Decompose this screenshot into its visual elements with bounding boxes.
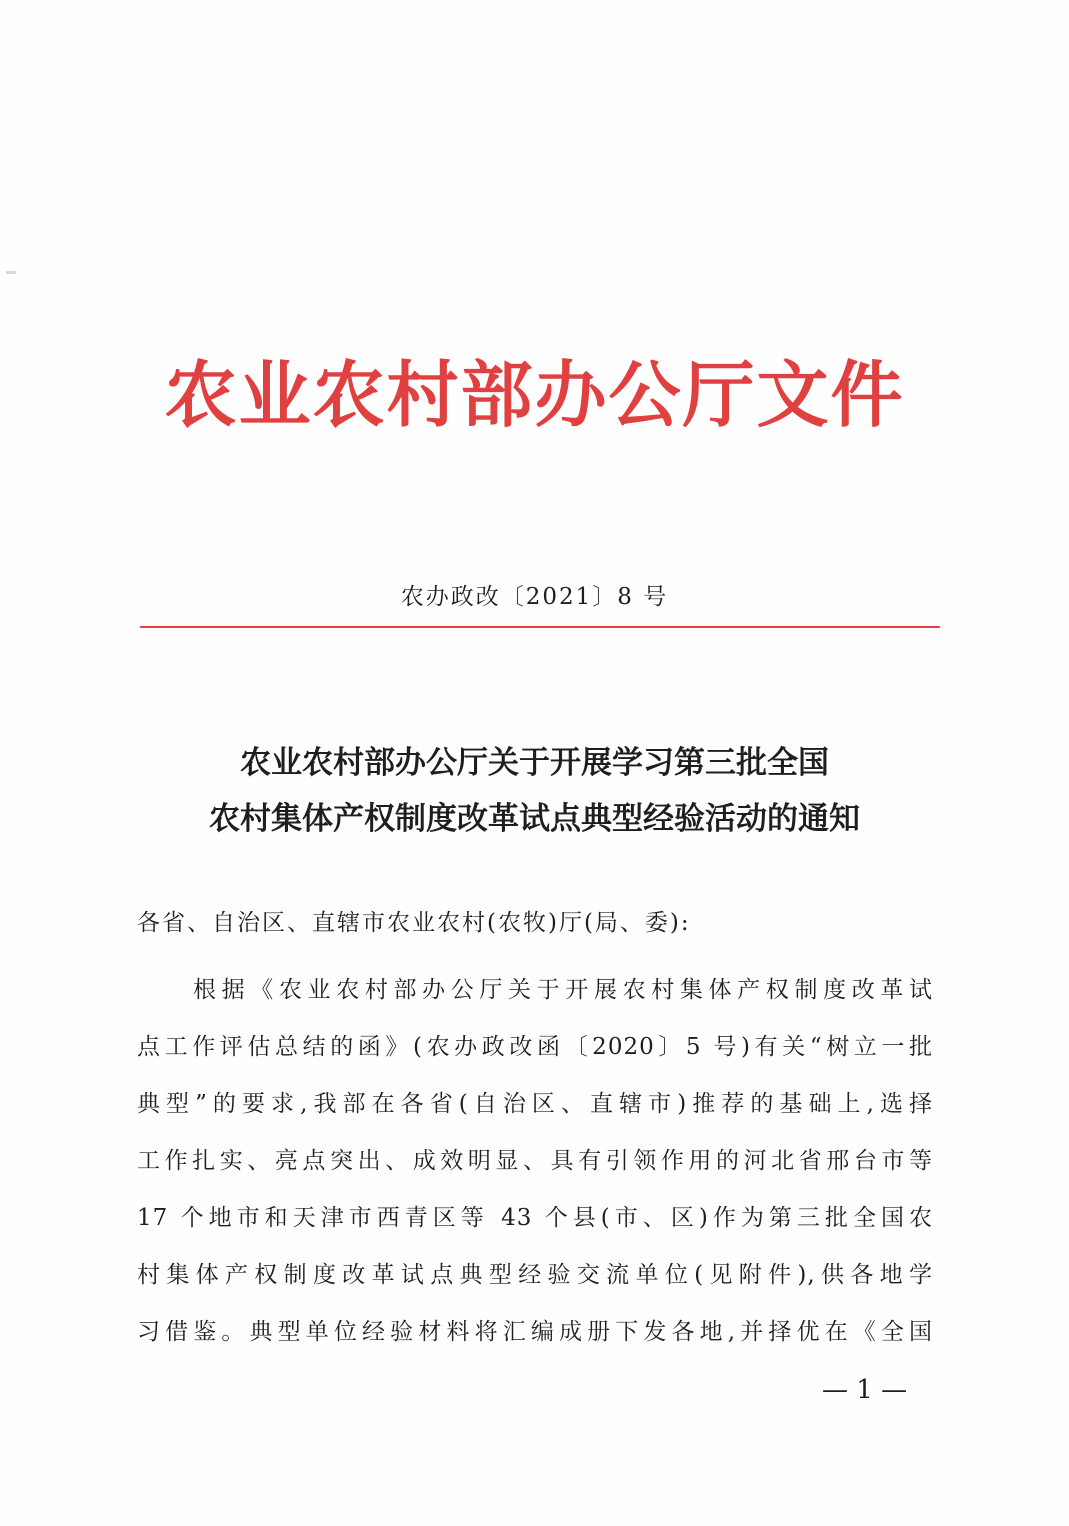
document-title xyxy=(0,735,1069,847)
red-divider xyxy=(140,626,940,628)
salutation: 各省、自治区、直辖市农业农村(农牧)厅(局、委): xyxy=(137,910,691,936)
body-line: 点工作评估总结的函》(农办政改函〔2020〕5 号)有关“树立一批 xyxy=(137,1034,933,1060)
title-line: 农村集体产权制度改革试点典型经验活动的通知 xyxy=(209,801,860,837)
body-line: 根据《农业农村部办公厅关于开展农村集体产权制度改革试 xyxy=(193,977,933,1003)
scan-artifact xyxy=(6,271,16,274)
document-number: 农办政改〔2021〕8 号 xyxy=(400,584,669,610)
masthead: 农业农村部办公厅文件 xyxy=(164,353,905,437)
body-line: 典型”的要求,我部在各省(自治区、直辖市)推荐的基础上,选择 xyxy=(137,1091,933,1117)
body-line: 村集体产权制度改革试点典型经验交流单位(见附件),供各地学 xyxy=(137,1262,933,1288)
body-line: 17 个地市和天津市西青区等 43 个县(市、区)作为第三批全国农 xyxy=(137,1205,933,1231)
body-line: 习借鉴。典型单位经验材料将汇编成册下发各地,并择优在《全国 xyxy=(137,1319,933,1345)
body-text xyxy=(137,962,933,1361)
title-line: 农业农村部办公厅关于开展学习第三批全国 xyxy=(240,745,829,781)
page-number: — 1 — xyxy=(822,1375,908,1405)
body-line: 工作扎实、亮点突出、成效明显、具有引领作用的河北省邢台市等 xyxy=(137,1148,933,1174)
